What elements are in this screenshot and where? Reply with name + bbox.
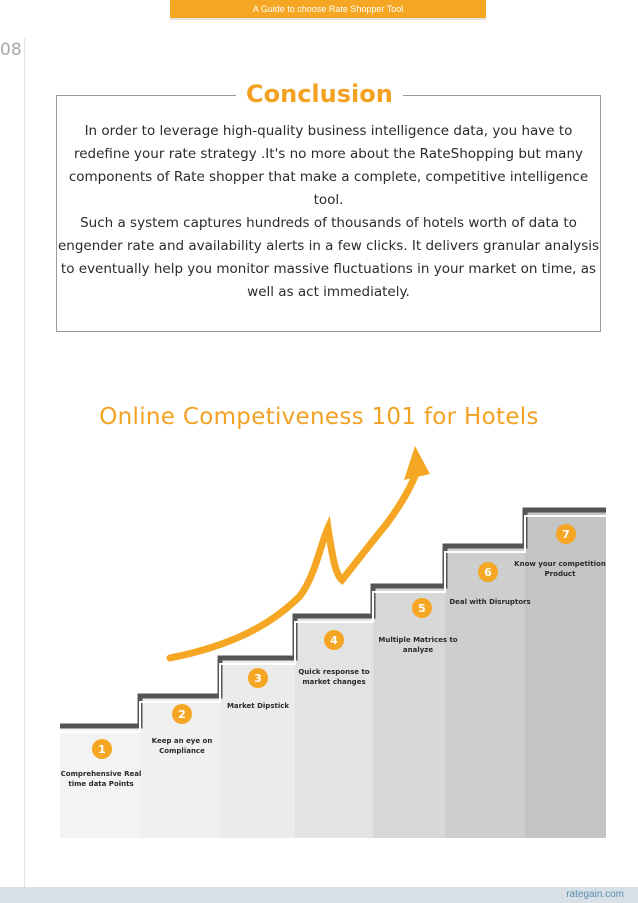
footer-bar <box>0 887 638 903</box>
footer-site-link[interactable]: rategain.com <box>566 889 624 900</box>
step-7-label-line1: Know your competition <box>514 560 606 568</box>
step-5-number: 5 <box>418 602 426 615</box>
header-banner <box>170 0 486 18</box>
header-banner-shadow <box>170 18 486 20</box>
step-6-label-line1: Deal with Disruptors <box>449 598 531 606</box>
infographic-title: Online Competiveness 101 for Hotels <box>99 404 539 430</box>
staircase-infographic <box>60 446 606 838</box>
step-3-label-line1: Market Dipstick <box>226 702 290 710</box>
page-number: 08 <box>0 40 22 60</box>
growth-arrow-head <box>404 446 430 480</box>
step-5-label-line2: analyze <box>402 646 434 654</box>
step-6-number: 6 <box>484 566 492 579</box>
step-1-number: 1 <box>98 743 106 756</box>
step-block-6 <box>445 546 525 838</box>
conclusion-title: Conclusion <box>236 80 403 108</box>
conclusion-body <box>56 120 601 304</box>
step-5-label-line1: Multiple Matrices to <box>378 636 458 644</box>
left-margin-rule <box>24 38 25 888</box>
conclusion-paragraph-2: Such a system captures hundreds of thousands of hotels worth of data to engender rate and availability alerts in a few clicks. It delivers granular analysis to eventually help you monitor massive fluctuations in your market on time, as well as act immediately. <box>57 215 600 300</box>
header-banner-text: A Guide to choose Rate Shopper Tool <box>252 4 404 14</box>
step-3-number: 3 <box>254 672 262 685</box>
step-7-number: 7 <box>562 528 570 541</box>
step-block-5 <box>373 586 445 838</box>
step-4-label-line1: Quick response to <box>298 668 370 676</box>
step-4-label-line2: market changes <box>302 678 366 686</box>
step-2-label-line1: Keep an eye on <box>151 737 213 745</box>
step-1-label-line1: Comprehensive Real <box>60 770 142 778</box>
step-4-number: 4 <box>330 634 338 647</box>
step-7-label-line2: Product <box>544 570 576 578</box>
step-2-number: 2 <box>178 708 186 721</box>
step-1-label-line2: time data Points <box>68 780 134 788</box>
conclusion-paragraph-1: In order to leverage high-quality business intelligence data, you have to redefine your rate strategy .It's no more about the RateShopping but many components of Rate shopper that make a complete, competitive intelligence tool. <box>68 123 589 208</box>
step-2-label-line2: Compliance <box>159 747 205 755</box>
